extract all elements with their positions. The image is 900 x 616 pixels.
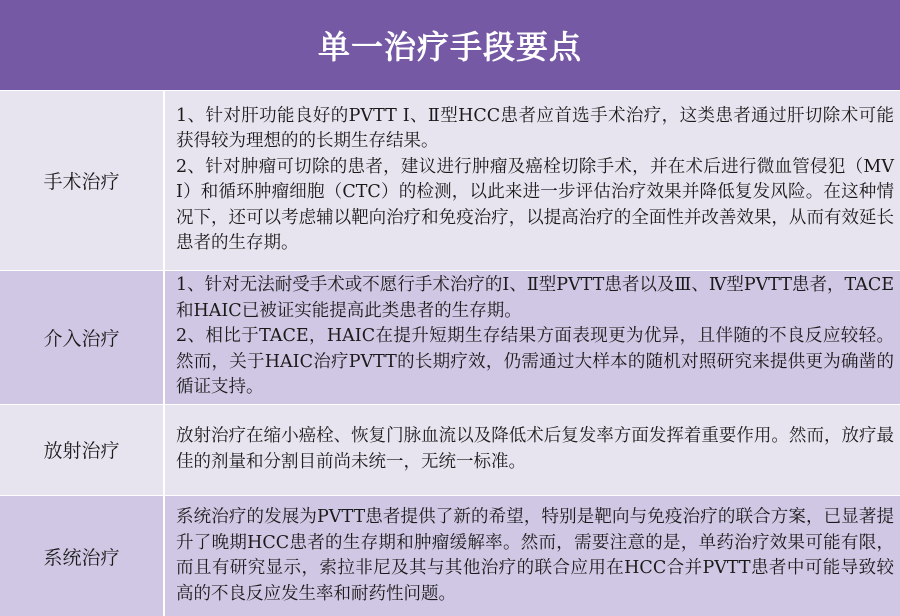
treatment-points-table — [0, 91, 900, 616]
title-bar — [0, 0, 900, 91]
row-content — [164, 91, 900, 270]
table-row-systemic — [0, 495, 900, 616]
row-content — [164, 404, 900, 495]
row-label: 放射治疗 — [0, 404, 164, 495]
paragraph: 放射治疗在缩小癌栓、恢复门脉血流以及降低术后复发率方面发挥着重要作用。然而，放疗最佳的剂量和分割目前尚未统一，无统一标准。 — [176, 426, 894, 472]
table-row-radiotherapy — [0, 404, 900, 495]
paragraph: 系统治疗的发展为PVTT患者提供了新的希望，特别是靶向与免疫治疗的联合方案，已显著提升了晚期HCC患者的生存期和肿瘤缓解率。然而，需要注意的是，单药治疗效果可能有限，而且有研究显示，索拉非尼及其与其他治疗的联合应用在HCC合并PVTT患者中可能导致较高的不良反应发生率和耐药性问题。 — [176, 507, 894, 604]
table-row-interventional — [0, 270, 900, 404]
page-title: 单一治疗手段要点 — [317, 28, 582, 66]
row-content — [164, 270, 900, 404]
paragraph: 1、针对肝功能良好的PVTT Ⅰ、Ⅱ型HCC患者应首选手术治疗，这类患者通过肝切除术可能获得较为理想的的长期生存结果。 — [176, 105, 894, 152]
row-label: 介入治疗 — [0, 270, 164, 404]
paragraph: 2、相比于TACE，HAIC在提升短期生存结果方面表现更为优异，且伴随的不良反应较轻。然而，关于HAIC治疗PVTT的长期疗效，仍需通过大样本的随机对照研究来提供更为确凿的循证支持。 — [176, 326, 894, 398]
row-label: 系统治疗 — [0, 495, 164, 616]
paragraph: 1、针对无法耐受手术或不愿行手术治疗的Ⅰ、Ⅱ型PVTT患者以及Ⅲ、Ⅳ型PVTT患者，TACE和HAIC已被证实能提高此类患者的生存期。 — [176, 275, 894, 321]
row-label: 手术治疗 — [0, 91, 164, 270]
row-content — [164, 495, 900, 616]
table-row-surgery — [0, 91, 900, 270]
paragraph: 2、针对肿瘤可切除的患者，建议进行肿瘤及癌栓切除手术，并在术后进行微血管侵犯（MVI）和循环肿瘤细胞（CTC）的检测，以此来进一步评估治疗效果并降低复发风险。在这种情况下，还可以考虑辅以靶向治疗和免疫治疗，以提高治疗的全面性并改善效果，从而有效延长患者的生存期。 — [176, 156, 894, 254]
